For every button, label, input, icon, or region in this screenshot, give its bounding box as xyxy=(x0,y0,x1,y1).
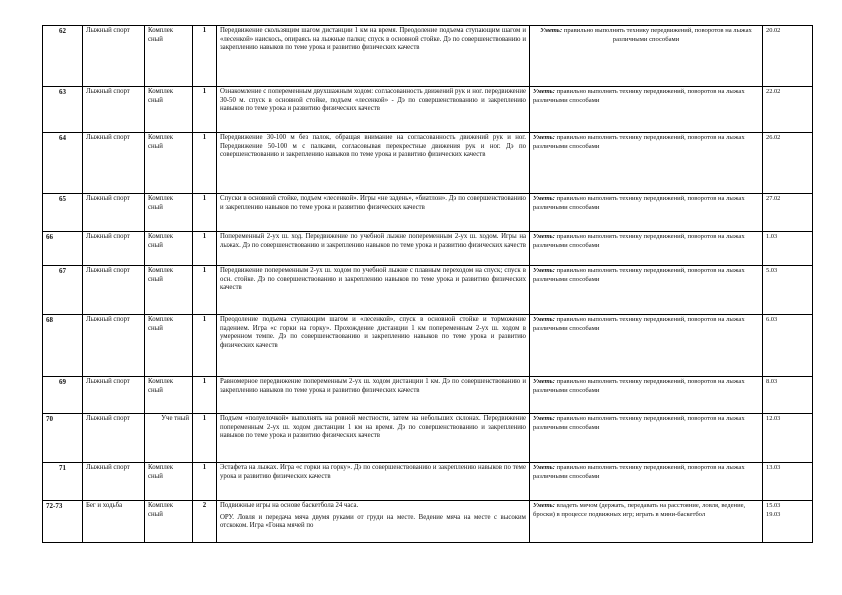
skill-text: правильно выполнять технику передвижений, поворотов на лыжах различными способами xyxy=(533,267,745,283)
section-name: Лыжный спорт xyxy=(83,26,145,87)
section-name: Лыжный спорт xyxy=(83,194,145,232)
skill-requirement xyxy=(530,26,763,87)
lesson-type: Комплек сный xyxy=(145,87,193,133)
lesson-content xyxy=(217,501,530,543)
skill-requirement xyxy=(530,377,763,414)
lesson-date: 1.03 xyxy=(763,232,813,266)
lesson-number: 66 xyxy=(43,232,83,266)
lesson-date: 15.03 19.03 xyxy=(763,501,813,543)
skill-label: Уметь: xyxy=(533,378,555,385)
lesson-content: Эстафета на лыжах. Игра «с горки на горку». Дэ по совершенствованию и закреплению навыков по теме урока и развитию физических качеств xyxy=(217,463,530,501)
lesson-content: Передвижение попеременным 2-ух ш. ходом по учебной лыжне с плавным переходом на спуск; спуск в осн. стойке. Дэ по совершенствованию и закреплению навыков по теме урока и развитию физических качеств xyxy=(217,266,530,315)
lesson-type: Комплек сный xyxy=(145,463,193,501)
lesson-type: Комплек сный xyxy=(145,133,193,194)
table-row xyxy=(43,501,813,543)
skill-requirement xyxy=(530,315,763,377)
lesson-number: 72-73 xyxy=(43,501,83,543)
lesson-number: 63 xyxy=(43,87,83,133)
hours-count: 1 xyxy=(193,87,217,133)
skill-label: Уметь: xyxy=(533,88,555,95)
hours-count: 1 xyxy=(193,414,217,463)
lesson-content: Спуски в основной стойке, подъем «лесенкой». Игры «не задень», «биатлон». Дэ по совершенствованию и закреплению навыков по теме урока и развитию физических качеств xyxy=(217,194,530,232)
skill-requirement xyxy=(530,266,763,315)
section-name: Бег и ходьба xyxy=(83,501,145,543)
skill-label: Уметь: xyxy=(533,316,555,323)
lesson-content: Преодоление подъема ступающим шагом и «лесенкой», спуск в основной стойке и торможение падением. Игра «с горки на горку». Прохождение дистанции 1 км попеременным 2-ух ш. ходом в умеренном темпе. Дэ по совершенствованию и закреплению навыков по теме урока и развитию физических качеств xyxy=(217,315,530,377)
skill-text: правильно выполнять технику передвижений, поворотов на лыжах различными способами xyxy=(533,378,745,394)
skill-requirement xyxy=(530,194,763,232)
section-heading: Подвижные игры на основе баскетбола 24 часа. xyxy=(220,502,359,509)
table-row xyxy=(43,232,813,266)
table-row xyxy=(43,266,813,315)
hours-count: 1 xyxy=(193,266,217,315)
skill-requirement xyxy=(530,133,763,194)
lesson-content: Ознакомление с попеременным двухшажным ходом: согласованность движений рук и ног. передвижение 30-50 м. спуск в основной стойке, подъем «лесенкой» - Дэ по совершенствованию и закреплению навыков по теме урока и развитию физических качеств xyxy=(217,87,530,133)
lesson-type: Комплек сный xyxy=(145,194,193,232)
table-row xyxy=(43,463,813,501)
skill-label: Уметь: xyxy=(533,502,555,509)
hours-count: 1 xyxy=(193,232,217,266)
skill-label: Уметь: xyxy=(533,233,555,240)
skill-label: Уметь: xyxy=(533,195,555,202)
lesson-plan-table xyxy=(42,25,813,543)
lesson-number: 68 xyxy=(43,315,83,377)
skill-requirement xyxy=(530,463,763,501)
skill-text: владеть мячом (держать, передавать на расстояние, ловля, ведение, броски) в процессе подвижных игр; играть в мини-баскетбол xyxy=(533,502,746,518)
lesson-content: Передвижение 30-100 м без палок, обращая внимание на согласованность движений рук и ног. Передвижение 50-100 м с палками, согласовывая перекрестные движения рук и ног. Дэ по совершенствованию и закреплению навыков по теме урока и развитию физических качеств xyxy=(217,133,530,194)
hours-count: 1 xyxy=(193,194,217,232)
skill-text: правильно выполнять технику передвижений, поворотов на лыжах различными способами xyxy=(533,88,745,104)
lesson-number: 70 xyxy=(43,414,83,463)
lesson-date: 22.02 xyxy=(763,87,813,133)
hours-count: 1 xyxy=(193,315,217,377)
skill-requirement xyxy=(530,87,763,133)
skill-text: правильно выполнять технику передвижений, поворотов на лыжах различными способами xyxy=(533,195,745,211)
skill-label: Уметь: xyxy=(533,415,555,422)
lesson-number: 64 xyxy=(43,133,83,194)
skill-label: Уметь: xyxy=(533,134,555,141)
skill-text: правильно выполнять технику передвижений, поворотов на лыжах различными способами xyxy=(533,233,745,249)
skill-label: Уметь: xyxy=(540,27,563,34)
section-name: Лыжный спорт xyxy=(83,463,145,501)
hours-count: 2 xyxy=(193,501,217,543)
lesson-number: 69 xyxy=(43,377,83,414)
lesson-type: Уче тный xyxy=(145,414,193,463)
section-name: Лыжный спорт xyxy=(83,315,145,377)
skill-requirement xyxy=(530,501,763,543)
lesson-type: Комплек сный xyxy=(145,501,193,543)
section-name: Лыжный спорт xyxy=(83,377,145,414)
lesson-date: 13.03 xyxy=(763,463,813,501)
lesson-date: 27.02 xyxy=(763,194,813,232)
lesson-date: 8.03 xyxy=(763,377,813,414)
hours-count: 1 xyxy=(193,463,217,501)
section-name: Лыжный спорт xyxy=(83,414,145,463)
lesson-date: 20.02 xyxy=(763,26,813,87)
table-row xyxy=(43,315,813,377)
lesson-type: Комплек сный xyxy=(145,315,193,377)
skill-requirement xyxy=(530,414,763,463)
table-row xyxy=(43,133,813,194)
lesson-date: 26.02 xyxy=(763,133,813,194)
lesson-content: Передвижение скользящим шагом дистанции 1 км на время. Преодоление подъема ступающим шагом и «лесенкой» наискось, опираясь на лыжные палки; спуск в основной стойке. Дэ по совершенствованию и закреплению навыков по теме урока и развитию физических качеств xyxy=(217,26,530,87)
skill-label: Уметь: xyxy=(533,464,555,471)
lesson-number: 62 xyxy=(43,26,83,87)
lesson-date: 6.03 xyxy=(763,315,813,377)
lesson-content: Равномерное передвижение попеременным 2-ух ш. ходом дистанции 1 км. Дэ по совершенствованию и закреплению навыков по теме урока и развитию физических качеств xyxy=(217,377,530,414)
lesson-type: Комплек сный xyxy=(145,377,193,414)
lesson-content: Попеременный 2-ух ш. ход. Передвижение по учебной лыжне попеременным 2-ух ш. ходом. Игры на лыжах. Дэ по совершенствованию и закреплению навыков по теме урока и развитию физических качеств xyxy=(217,232,530,266)
lesson-content-text: ОРУ. Ловля и передача мяча двумя руками от груди на месте. Ведение мяча на месте с высоким отскоком. Игра «Гонка мячей по xyxy=(220,513,526,530)
hours-count: 1 xyxy=(193,26,217,87)
lesson-number: 71 xyxy=(43,463,83,501)
table-row xyxy=(43,87,813,133)
table-row xyxy=(43,414,813,463)
skill-label: Уметь: xyxy=(533,267,555,274)
skill-requirement xyxy=(530,232,763,266)
skill-text: правильно выполнять технику передвижений, поворотов на лыжах различными способами xyxy=(533,415,745,431)
section-name: Лыжный спорт xyxy=(83,87,145,133)
skill-text: правильно выполнять технику передвижений, поворотов на лыжах различными способами xyxy=(563,27,752,43)
skill-text: правильно выполнять технику передвижений, поворотов на лыжах различными способами xyxy=(533,134,745,150)
skill-text: правильно выполнять технику передвижений, поворотов на лыжах различными способами xyxy=(533,464,745,480)
lesson-number: 67 xyxy=(43,266,83,315)
table-row xyxy=(43,377,813,414)
table-row xyxy=(43,26,813,87)
lesson-date: 12.03 xyxy=(763,414,813,463)
lesson-type: Комплек сный xyxy=(145,232,193,266)
section-name: Лыжный спорт xyxy=(83,232,145,266)
lesson-type: Комплек сный xyxy=(145,26,193,87)
lesson-type: Комплек сный xyxy=(145,266,193,315)
lesson-content: Подъем «полуелочкой» выполнять на ровной местности, затем на небольших склонах. Передвижение попеременным 2-ух ш. ходом дистанции 1 км на время. Дэ по совершенствованию и закреплению навыков по теме урока и развитию физических качеств xyxy=(217,414,530,463)
lesson-date: 5.03 xyxy=(763,266,813,315)
section-name: Лыжный спорт xyxy=(83,133,145,194)
hours-count: 1 xyxy=(193,133,217,194)
section-name: Лыжный спорт xyxy=(83,266,145,315)
skill-text: правильно выполнять технику передвижений, поворотов на лыжах различными способами xyxy=(533,316,745,332)
lesson-number: 65 xyxy=(43,194,83,232)
hours-count: 1 xyxy=(193,377,217,414)
table-row xyxy=(43,194,813,232)
lesson-plan-page xyxy=(42,25,812,543)
